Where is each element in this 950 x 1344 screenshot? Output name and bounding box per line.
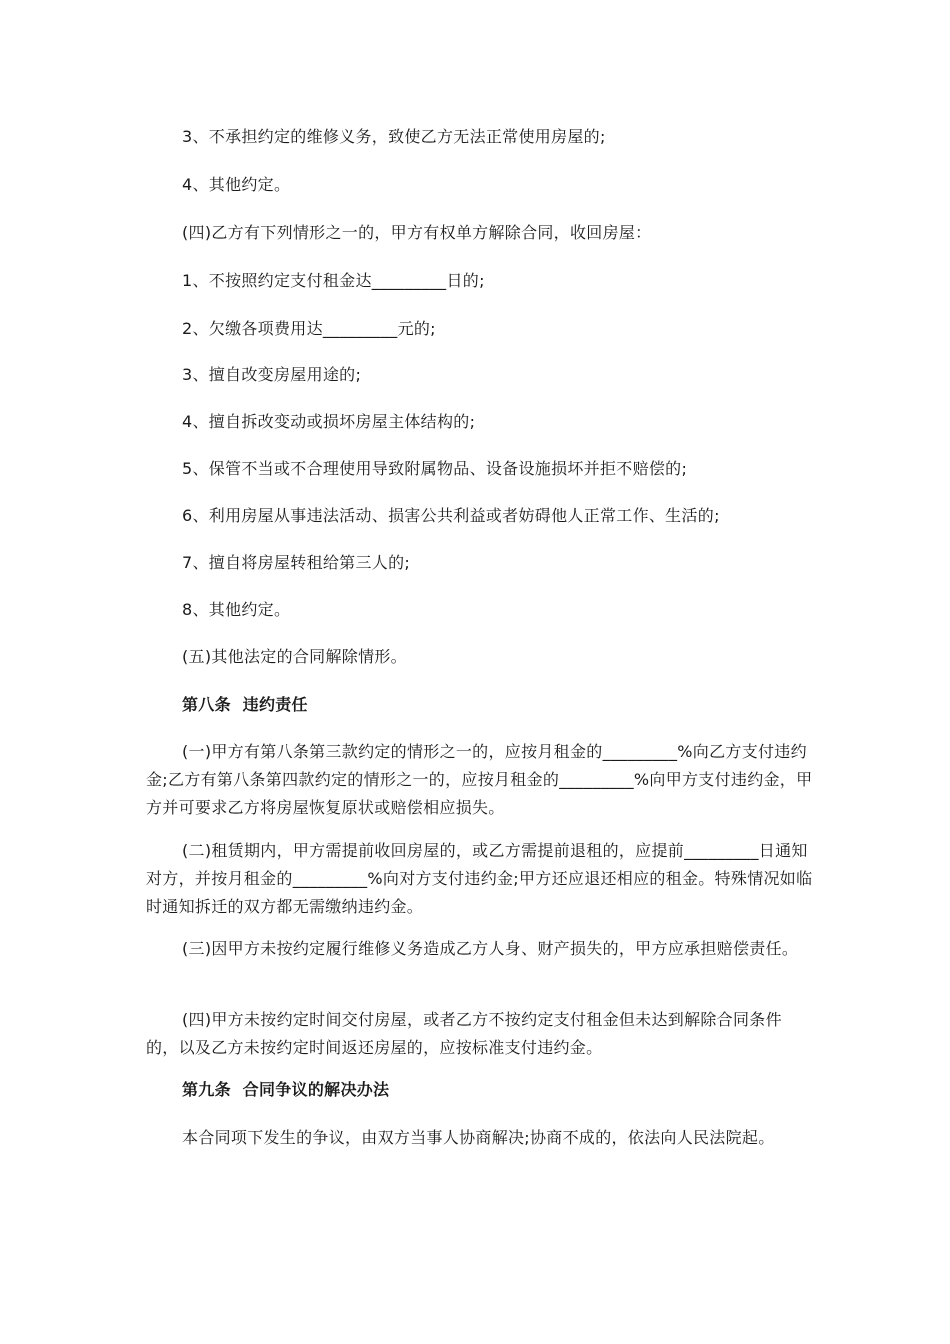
clause-item: 8、其他约定。 <box>182 600 291 619</box>
clause-paragraph: (一)甲方有第八条第三款约定的情形之一的，应按月租金的_________%向乙方支付违约金;乙方有第八条第四款约定的情形之一的，应按月租金的_________%向甲方支付违约金，甲方并可要求乙方将房屋恢复原状或赔偿相应损失。 <box>146 742 813 817</box>
clause-paragraph: 本合同项下发生的争议，由双方当事人协商解决;协商不成的，依法向人民法院起。 <box>182 1128 775 1147</box>
clause-item: (五)其他法定的合同解除情形。 <box>182 647 407 666</box>
clause-item: 3、擅自改变房屋用途的; <box>182 365 362 384</box>
clause-item: 3、不承担约定的维修义务，致使乙方无法正常使用房屋的; <box>182 127 606 146</box>
clause-item: 4、擅自拆改变动或损坏房屋主体结构的; <box>182 412 476 431</box>
clause-paragraph: (二)租赁期内，甲方需提前收回房屋的，或乙方需提前退租的，应提前_________日通知对方，并按月租金的_________%向对方支付违约金;甲方还应退还相应的租金。特殊情况如临时通知拆迁的双方都无需缴纳违约金。 <box>146 841 813 916</box>
clause-item: (四)乙方有下列情形之一的，甲方有权单方解除合同，收回房屋： <box>182 223 652 242</box>
clause-item: 4、其他约定。 <box>182 175 291 194</box>
clause-item: 5、保管不当或不合理使用导致附属物品、设备设施损坏并拒不赔偿的; <box>182 459 688 478</box>
clause-paragraph: (四)甲方未按约定时间交付房屋，或者乙方不按约定支付租金但未达到解除合同条件的，以及乙方未按约定时间返还房屋的，应按标准支付违约金。 <box>146 1010 782 1057</box>
clause-paragraph: (三)因甲方未按约定履行维修义务造成乙方人身、财产损失的，甲方应承担赔偿责任。 <box>182 939 799 958</box>
clause-item: 1、不按照约定支付租金达_________日的; <box>182 271 485 290</box>
clause-item: 7、擅自将房屋转租给第三人的; <box>182 553 411 572</box>
clause-item: 2、欠缴各项费用达_________元的; <box>182 319 436 338</box>
section-heading: 第九条 合同争议的解决办法 <box>182 1080 390 1099</box>
clause-item: 6、利用房屋从事违法活动、损害公共利益或者妨碍他人正常工作、生活的; <box>182 506 720 525</box>
section-heading: 第八条 违约责任 <box>182 695 308 714</box>
